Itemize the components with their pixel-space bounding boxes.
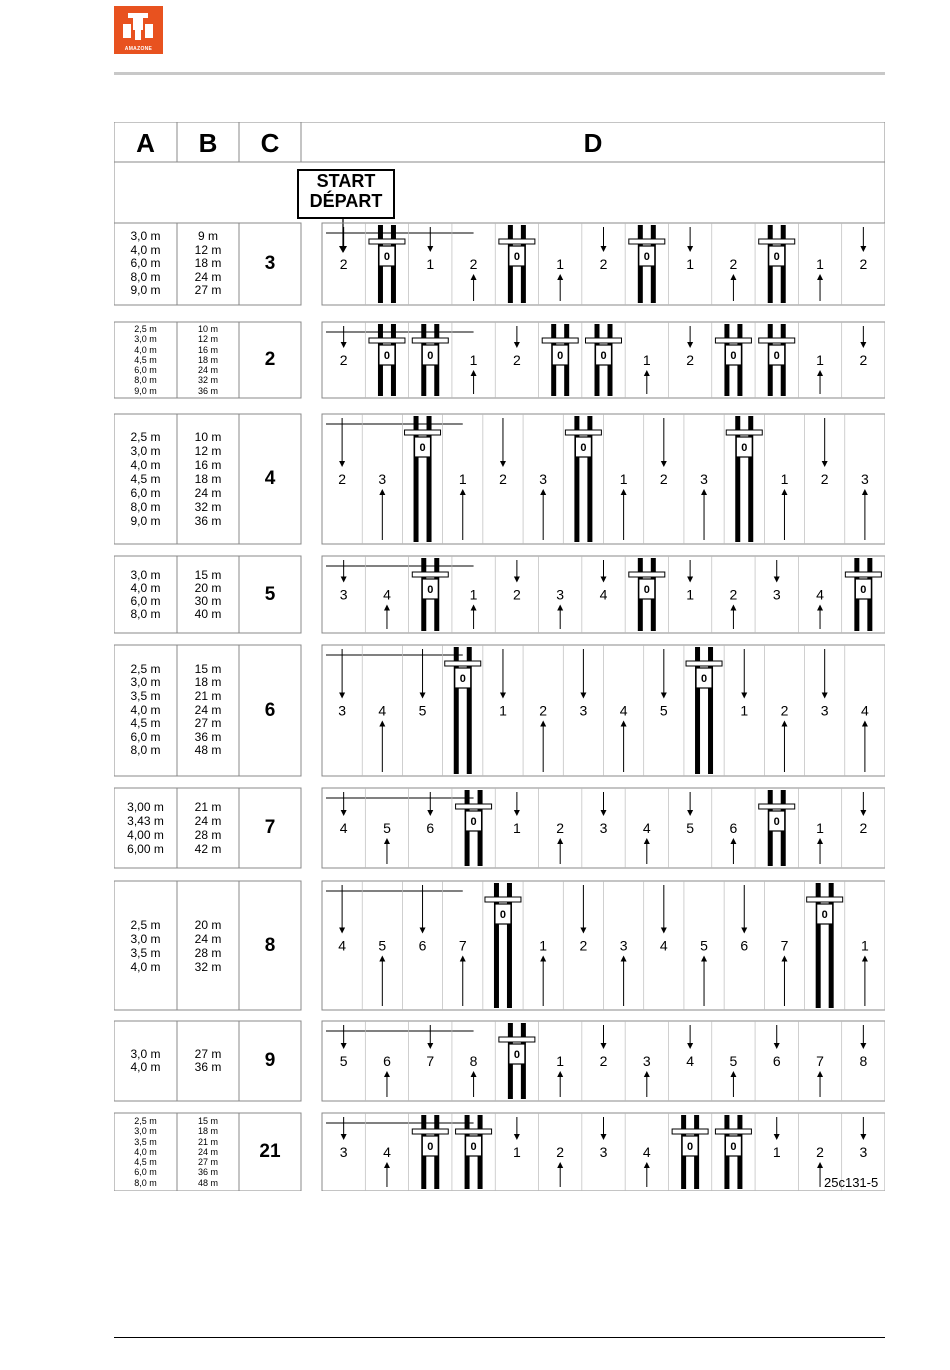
down-arrow-head (687, 342, 693, 348)
boom-bar (759, 804, 795, 809)
lane-number: 1 (539, 937, 548, 954)
up-arrow-head (701, 956, 707, 962)
lane-number: 4 (339, 820, 348, 836)
tramline-number: 0 (860, 584, 867, 596)
up-arrow-head (781, 721, 787, 727)
lane-number: 1 (642, 352, 651, 368)
down-arrow-head (860, 1134, 866, 1140)
lane-number: 5 (659, 702, 668, 719)
lane-number: 3 (619, 937, 628, 954)
down-arrow-head (420, 693, 426, 699)
lane-number: 3 (339, 1144, 348, 1160)
up-arrow-head (730, 274, 736, 280)
down-arrow-head (500, 693, 506, 699)
lane-number: 2 (579, 937, 588, 954)
down-arrow-head (601, 1134, 607, 1140)
down-arrow-head (580, 928, 586, 934)
lane-number: 4 (378, 702, 387, 719)
row-9-working-widths: 3,0 m 4,0 m (130, 1046, 161, 1074)
up-arrow-head (730, 1071, 736, 1077)
down-arrow-head (427, 1043, 433, 1049)
row-4-tramline-intervals: 10 m 12 m 16 m 18 m 24 m 32 m 36 m (194, 430, 222, 528)
tramline-number: 0 (427, 350, 434, 362)
up-arrow-head (471, 1071, 477, 1077)
lane-number: 4 (383, 1144, 391, 1160)
row-4-working-widths: 2,5 m 3,0 m 4,0 m 4,5 m 6,0 m 8,0 m 9,0 m (130, 430, 161, 528)
boom-bar (412, 338, 448, 343)
up-arrow-head (817, 838, 823, 844)
lane-number: 3 (772, 586, 781, 603)
lane-number: 5 (729, 1053, 738, 1069)
lane-number: 6 (383, 1053, 391, 1069)
row-7-rhythm: 7 (264, 817, 276, 838)
depart-label: DÉPART (309, 191, 383, 211)
lane-number: 1 (619, 471, 628, 487)
boom-bar (485, 897, 521, 902)
down-arrow-head (774, 577, 780, 583)
boom-bar (759, 338, 795, 343)
up-arrow-head (471, 605, 477, 611)
row-7-tramline-intervals: 21 m 24 m 28 m 42 m (194, 800, 222, 856)
up-arrow-head (379, 956, 385, 962)
lane-number: 7 (426, 1053, 435, 1069)
up-arrow-head (644, 1071, 650, 1077)
lane-number: 4 (599, 586, 608, 603)
down-arrow-head (661, 928, 667, 934)
tramline-table (114, 122, 885, 1191)
up-arrow-head (540, 956, 546, 962)
lane-number: 1 (772, 1144, 781, 1160)
tramline-number: 0 (427, 584, 434, 596)
tramline-number: 0 (687, 1141, 694, 1153)
lane-number: 6 (740, 937, 749, 954)
tramline-number: 0 (557, 350, 564, 362)
lane-number: 2 (780, 702, 789, 719)
boom-bar (715, 1129, 751, 1134)
down-arrow-head (427, 810, 433, 816)
boom-bar (629, 572, 665, 577)
down-arrow-head (339, 928, 345, 934)
up-arrow-head (460, 489, 466, 495)
lane-number: 2 (512, 586, 521, 603)
lane-number: 1 (740, 702, 749, 719)
header-rule (114, 72, 885, 75)
row-9-tramline-intervals: 27 m 36 m (194, 1046, 222, 1074)
header-d: D (583, 128, 603, 158)
row-8-rhythm: 8 (264, 934, 276, 956)
up-arrow-head (557, 838, 563, 844)
lane-number: 6 (426, 820, 435, 836)
up-arrow-head (817, 1162, 823, 1168)
lane-number: 2 (556, 1144, 565, 1160)
up-arrow-head (644, 1162, 650, 1168)
down-arrow-head (601, 246, 607, 252)
lane-number: 1 (458, 471, 467, 487)
down-arrow-head (860, 1043, 866, 1049)
down-arrow-head (339, 693, 345, 699)
lane-number: 1 (499, 702, 507, 719)
up-arrow-head (384, 605, 390, 611)
down-arrow-head (661, 461, 667, 467)
up-arrow-head (862, 956, 868, 962)
down-arrow-head (687, 577, 693, 583)
lane-number: 3 (556, 586, 565, 603)
boom-bar (412, 1129, 448, 1134)
tramline-number: 0 (499, 909, 507, 921)
boom-bar (405, 430, 441, 435)
tramline-number: 0 (470, 816, 477, 828)
tramline-number: 0 (470, 1141, 477, 1153)
up-arrow-head (730, 605, 736, 611)
lane-number: 2 (859, 256, 868, 272)
lane-number: 2 (512, 352, 521, 368)
lane-number: 4 (686, 1053, 695, 1069)
boom-bar (456, 804, 492, 809)
up-arrow-head (384, 1162, 390, 1168)
lane-number: 8 (859, 1053, 868, 1069)
row-2-rhythm: 2 (264, 349, 276, 370)
tramline-number: 0 (513, 251, 520, 263)
lane-number: 3 (599, 1144, 608, 1160)
row-8-tramline-intervals: 20 m 24 m 28 m 32 m (194, 917, 222, 974)
boom-bar (565, 430, 601, 435)
lane-number: 1 (816, 352, 824, 368)
up-arrow-head (384, 1071, 390, 1077)
lane-number: 2 (469, 256, 478, 272)
lane-number: 5 (378, 937, 387, 954)
lane-number: 2 (729, 256, 738, 272)
lane-number: 4 (659, 937, 668, 954)
lane-number: 5 (383, 820, 391, 836)
lane-number: 2 (659, 471, 668, 487)
down-arrow-head (741, 928, 747, 934)
up-arrow-head (701, 489, 707, 495)
down-arrow-head (341, 1043, 347, 1049)
boom-bar (542, 338, 578, 343)
down-arrow-head (687, 810, 693, 816)
up-arrow-head (379, 721, 385, 727)
lane-number: 4 (816, 586, 824, 603)
tramline-number: 0 (383, 350, 391, 362)
down-arrow-head (774, 1134, 780, 1140)
boom-bar (807, 897, 843, 902)
lane-number: 3 (859, 1144, 868, 1160)
lane-number: 3 (642, 1053, 651, 1069)
down-arrow-head (514, 577, 520, 583)
up-arrow-head (862, 489, 868, 495)
row-6-rhythm: 6 (264, 699, 276, 721)
up-arrow-head (471, 370, 477, 376)
lane-number: 2 (820, 471, 829, 487)
up-arrow-head (644, 838, 650, 844)
lane-number: 6 (418, 937, 427, 954)
row-2-working-widths: 2,5 m 3,0 m 4,0 m 4,5 m 6,0 m 8,0 m 9,0 m (134, 323, 157, 396)
down-arrow-head (601, 810, 607, 816)
lane-number: 1 (426, 256, 435, 272)
lane-number: 3 (339, 586, 348, 603)
lane-number: 5 (700, 937, 708, 954)
lane-number: 3 (579, 702, 588, 719)
tramline-number: 0 (773, 251, 780, 263)
boom-bar (499, 1037, 535, 1042)
tramline-number: 0 (383, 251, 391, 263)
down-arrow-head (500, 461, 506, 467)
lane-number: 2 (339, 256, 348, 272)
up-arrow-head (471, 274, 477, 280)
lane-number: 2 (599, 256, 608, 272)
down-arrow-head (687, 1043, 693, 1049)
header-c: C (260, 128, 280, 158)
row-3-working-widths: 3,0 m 4,0 m 6,0 m 8,0 m 9,0 m (130, 229, 161, 298)
lane-number: 8 (469, 1053, 478, 1069)
tramline-number: 0 (730, 350, 737, 362)
lane-number: 4 (619, 702, 628, 719)
lane-number: 2 (816, 1144, 824, 1160)
row-5-working-widths: 3,0 m 4,0 m 6,0 m 8,0 m (130, 567, 161, 621)
lane-number: 5 (686, 820, 695, 836)
up-arrow-head (557, 1071, 563, 1077)
down-arrow-head (860, 810, 866, 816)
header-a: A (136, 128, 155, 158)
row-21-tramline-intervals: 15 m 18 m 21 m 24 m 27 m 36 m 48 m (197, 1115, 218, 1188)
row-6-tramline-intervals: 15 m 18 m 21 m 24 m 27 m 36 m 48 m (194, 661, 222, 758)
boom-bar (759, 239, 795, 244)
lane-number: 1 (556, 1053, 565, 1069)
row-5-rhythm: 5 (264, 583, 276, 605)
row-21-working-widths: 2,5 m 3,0 m 3,5 m 4,0 m 4,5 m 6,0 m 8,0 m (134, 1115, 157, 1188)
boom-bar (845, 572, 881, 577)
lane-number: 2 (499, 471, 507, 487)
boom-bar (369, 239, 405, 244)
boom-bar (412, 572, 448, 577)
start-label: START (316, 171, 376, 191)
lane-number: 4 (642, 820, 651, 836)
lane-number: 3 (599, 820, 608, 836)
lane-number: 2 (686, 352, 695, 368)
up-arrow-head (781, 489, 787, 495)
boom-bar (686, 661, 722, 666)
up-arrow-head (384, 838, 390, 844)
boom-bar (672, 1129, 708, 1134)
up-arrow-head (817, 370, 823, 376)
down-arrow-head (341, 810, 347, 816)
lane-number: 2 (339, 352, 348, 368)
down-arrow-head (601, 1043, 607, 1049)
down-arrow-head (687, 246, 693, 252)
lane-number: 1 (469, 586, 478, 603)
boom-bar (369, 338, 405, 343)
footer-rule (114, 1337, 885, 1338)
lane-number: 1 (512, 1144, 521, 1160)
lane-number: 2 (859, 820, 868, 836)
lane-number: 1 (860, 937, 869, 954)
up-arrow-head (557, 605, 563, 611)
up-arrow-head (817, 274, 823, 280)
up-arrow-head (379, 489, 385, 495)
lane-number: 3 (338, 702, 347, 719)
down-arrow-head (860, 246, 866, 252)
lane-number: 3 (378, 471, 387, 487)
down-arrow-head (661, 693, 667, 699)
boom-bar (726, 430, 762, 435)
tramline-number: 0 (459, 673, 466, 685)
down-arrow-head (601, 577, 607, 583)
lane-number: 3 (539, 471, 548, 487)
tramline-number: 0 (419, 442, 426, 454)
lane-number: 1 (512, 820, 521, 836)
lane-number: 6 (772, 1053, 781, 1069)
up-arrow-head (644, 370, 650, 376)
up-arrow-head (557, 274, 563, 280)
boom-bar (586, 338, 622, 343)
lane-number: 2 (599, 1053, 608, 1069)
lane-number: 5 (418, 702, 427, 719)
lane-number: 1 (686, 256, 695, 272)
up-arrow-head (817, 605, 823, 611)
lane-number: 5 (339, 1053, 348, 1069)
lane-number: 7 (780, 937, 789, 954)
down-arrow-head (822, 693, 828, 699)
down-arrow-head (860, 342, 866, 348)
start-depart-box (297, 169, 395, 219)
boom-bar (499, 239, 535, 244)
lane-number: 4 (642, 1144, 651, 1160)
header-b: B (198, 128, 218, 158)
tramline-number: 0 (643, 251, 650, 263)
boom-bar (715, 338, 751, 343)
lane-number: 3 (820, 702, 829, 719)
amazone-logo (114, 6, 163, 54)
boom-bar (456, 1129, 492, 1134)
down-arrow-head (341, 1134, 347, 1140)
up-arrow-head (730, 838, 736, 844)
tramline-number: 0 (580, 442, 587, 454)
tramline-number: 0 (821, 909, 828, 921)
lane-number: 4 (860, 702, 869, 719)
lane-number: 6 (729, 820, 738, 836)
lane-number: 1 (686, 586, 695, 603)
lane-number: 1 (780, 471, 789, 487)
lane-number: 1 (816, 820, 824, 836)
up-arrow-head (540, 489, 546, 495)
lane-number: 3 (700, 471, 708, 487)
lane-number: 2 (338, 471, 347, 487)
tramline-number: 0 (730, 1141, 737, 1153)
down-arrow-head (427, 246, 433, 252)
figure-id: 25c131-5 (824, 1175, 879, 1190)
tramline-number: 0 (741, 442, 748, 454)
tramline-number: 0 (773, 350, 780, 362)
up-arrow-head (781, 956, 787, 962)
up-arrow-head (621, 489, 627, 495)
lane-number: 7 (816, 1053, 824, 1069)
row-6-working-widths: 2,5 m 3,0 m 3,5 m 4,0 m 4,5 m 6,0 m 8,0 m (130, 661, 161, 758)
row-8-working-widths: 2,5 m 3,0 m 3,5 m 4,0 m (130, 917, 161, 974)
row-5-tramline-intervals: 15 m 20 m 30 m 40 m (194, 567, 222, 621)
down-arrow-head (341, 577, 347, 583)
row-9-rhythm: 9 (264, 1050, 276, 1071)
down-arrow-head (339, 461, 345, 467)
up-arrow-head (621, 721, 627, 727)
up-arrow-head (817, 1071, 823, 1077)
row-7-working-widths: 3,00 m 3,43 m 4,00 m 6,00 m (127, 800, 164, 856)
up-arrow-head (460, 956, 466, 962)
up-arrow-head (862, 721, 868, 727)
row-3-tramline-intervals: 9 m 12 m 18 m 24 m 27 m (194, 229, 222, 298)
down-arrow-head (580, 693, 586, 699)
lane-number: 1 (469, 352, 478, 368)
down-arrow-head (822, 461, 828, 467)
row-3-rhythm: 3 (264, 253, 276, 274)
lane-number: 4 (383, 586, 391, 603)
row-4-rhythm: 4 (264, 468, 276, 489)
lane-number: 7 (458, 937, 467, 954)
lane-number: 1 (556, 256, 565, 272)
row-21-rhythm: 21 (259, 1141, 281, 1162)
lane-number: 4 (338, 937, 347, 954)
lane-number: 1 (816, 256, 824, 272)
up-arrow-head (621, 956, 627, 962)
lane-number: 2 (859, 352, 868, 368)
lane-number: 3 (860, 471, 869, 487)
down-arrow-head (514, 342, 520, 348)
lane-number: 2 (729, 586, 738, 603)
down-arrow-head (341, 342, 347, 348)
tramline-number: 0 (513, 1049, 520, 1061)
up-arrow-head (557, 1162, 563, 1168)
down-arrow-head (774, 1043, 780, 1049)
down-arrow-head (514, 810, 520, 816)
row-2-tramline-intervals: 10 m 12 m 16 m 18 m 24 m 32 m 36 m (197, 323, 218, 396)
boom-bar (629, 239, 665, 244)
down-arrow-head (420, 928, 426, 934)
boom-bar (445, 661, 481, 666)
lane-number: 2 (539, 702, 548, 719)
lane-number: 2 (556, 820, 565, 836)
down-arrow-head (741, 693, 747, 699)
tramline-number: 0 (600, 350, 607, 362)
tramline-number: 0 (773, 816, 780, 828)
logo-brand-text: AMAZONE (124, 46, 153, 52)
up-arrow-head (540, 721, 546, 727)
tramline-number: 0 (643, 584, 650, 596)
tramline-number: 0 (427, 1141, 434, 1153)
down-arrow-head (514, 1134, 520, 1140)
tramline-number: 0 (700, 673, 708, 685)
